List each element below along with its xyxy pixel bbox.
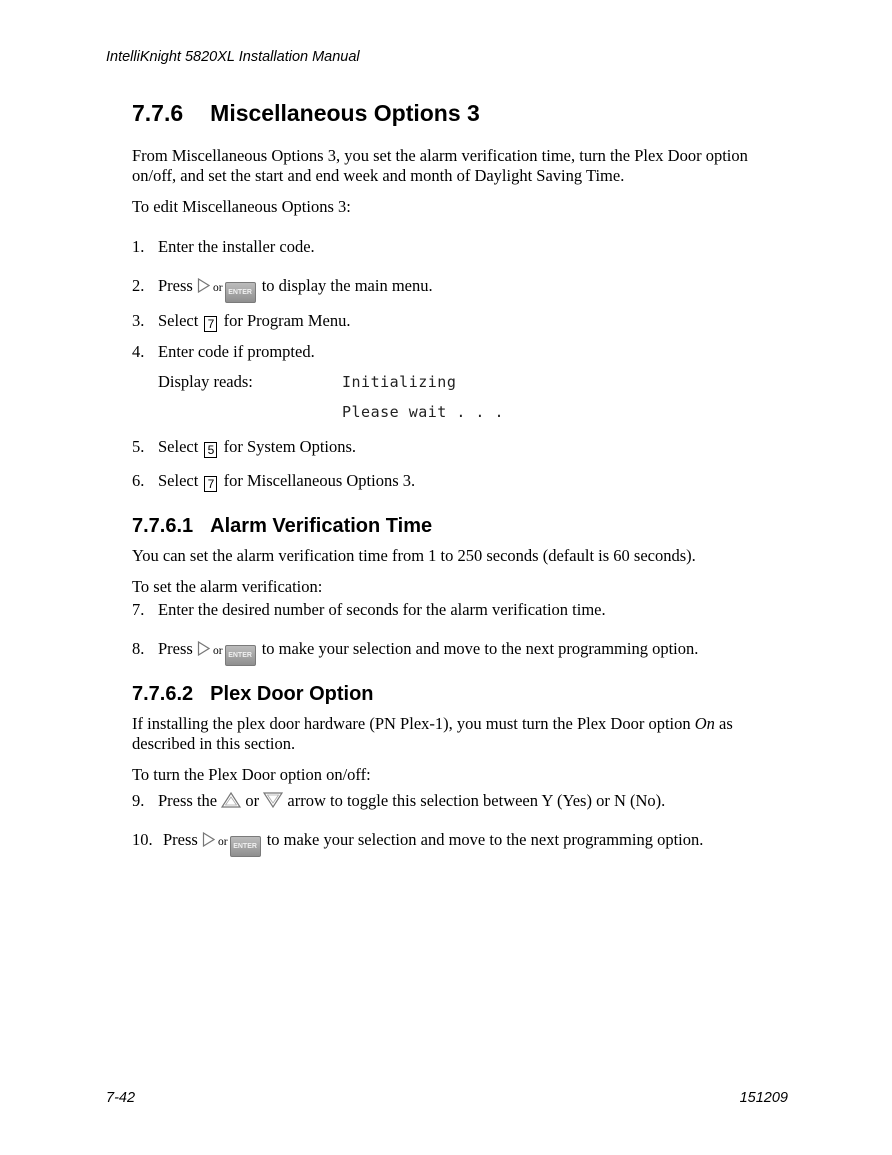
step-1: 1. Enter the installer code. bbox=[132, 237, 315, 256]
key-5-icon: 5 bbox=[204, 442, 217, 458]
step-4: 4. Enter code if prompted. bbox=[132, 342, 315, 361]
key-7-icon: 7 bbox=[204, 316, 217, 332]
section-heading bbox=[132, 100, 480, 127]
doc-number: 151209 bbox=[739, 1090, 788, 1106]
enter-key-icon: ENTER bbox=[225, 282, 256, 303]
section-number: 7.7.6 bbox=[132, 100, 184, 126]
step-5: 5. Select 5 for System Options. bbox=[132, 437, 357, 457]
section-lead: To edit Miscellaneous Options 3: bbox=[132, 197, 351, 216]
right-arrow-key-icon bbox=[202, 832, 215, 847]
step-7: 7. Enter the desired number of seconds for the alarm verification time. bbox=[132, 600, 606, 619]
plex-intro: If installing the plex door hardware (PN Plex-1), you must turn the Plex Door option On as described in this section. bbox=[132, 714, 733, 753]
key-7-icon: 7 bbox=[204, 476, 217, 492]
display-line-2: Please wait . . . bbox=[342, 403, 505, 421]
down-arrow-key-icon bbox=[263, 792, 283, 808]
enter-key-icon: ENTER bbox=[225, 645, 256, 666]
step-8: 8. Press or ENTER to make your selection and move to the next programming option. bbox=[132, 639, 698, 666]
up-arrow-key-icon bbox=[221, 792, 241, 808]
step-6: 6. Select 7 for Miscellaneous Options 3. bbox=[132, 471, 416, 491]
step-3: 3. Select 7 for Program Menu. bbox=[132, 311, 351, 331]
section-intro: From Miscellaneous Options 3, you set the alarm verification time, turn the Plex Door option on/off, and set the start and end week and month of Daylight Saving Time. bbox=[132, 146, 748, 185]
right-arrow-key-icon bbox=[197, 278, 210, 293]
alarm-intro: You can set the alarm verification time from 1 to 250 seconds (default is 60 seconds). bbox=[132, 546, 696, 565]
display-line-1: Initializing bbox=[342, 373, 457, 391]
plex-lead: To turn the Plex Door option on/off: bbox=[132, 765, 371, 784]
subsection-heading-alarm: 7.7.6.1 Alarm Verification Time bbox=[132, 515, 433, 537]
step-10: 10. Press or ENTER to make your selection and move to the next programming option. bbox=[132, 830, 703, 857]
subsection-heading-plex: 7.7.6.2 Plex Door Option bbox=[132, 683, 374, 705]
page-number: 7-42 bbox=[106, 1090, 136, 1106]
running-header: IntelliKnight 5820XL Installation Manual bbox=[106, 49, 360, 65]
section-title: Miscellaneous Options 3 bbox=[210, 100, 480, 126]
right-arrow-key-icon bbox=[197, 641, 210, 656]
step-9: 9. Press the or arrow to toggle this selection between Y (Yes) or N (No). bbox=[132, 791, 666, 810]
alarm-lead: To set the alarm verification: bbox=[132, 577, 323, 596]
display-label: Display reads: bbox=[158, 372, 253, 391]
step-2: 2. Press or ENTER to display the main menu. bbox=[132, 276, 433, 303]
enter-key-icon: ENTER bbox=[230, 836, 261, 857]
